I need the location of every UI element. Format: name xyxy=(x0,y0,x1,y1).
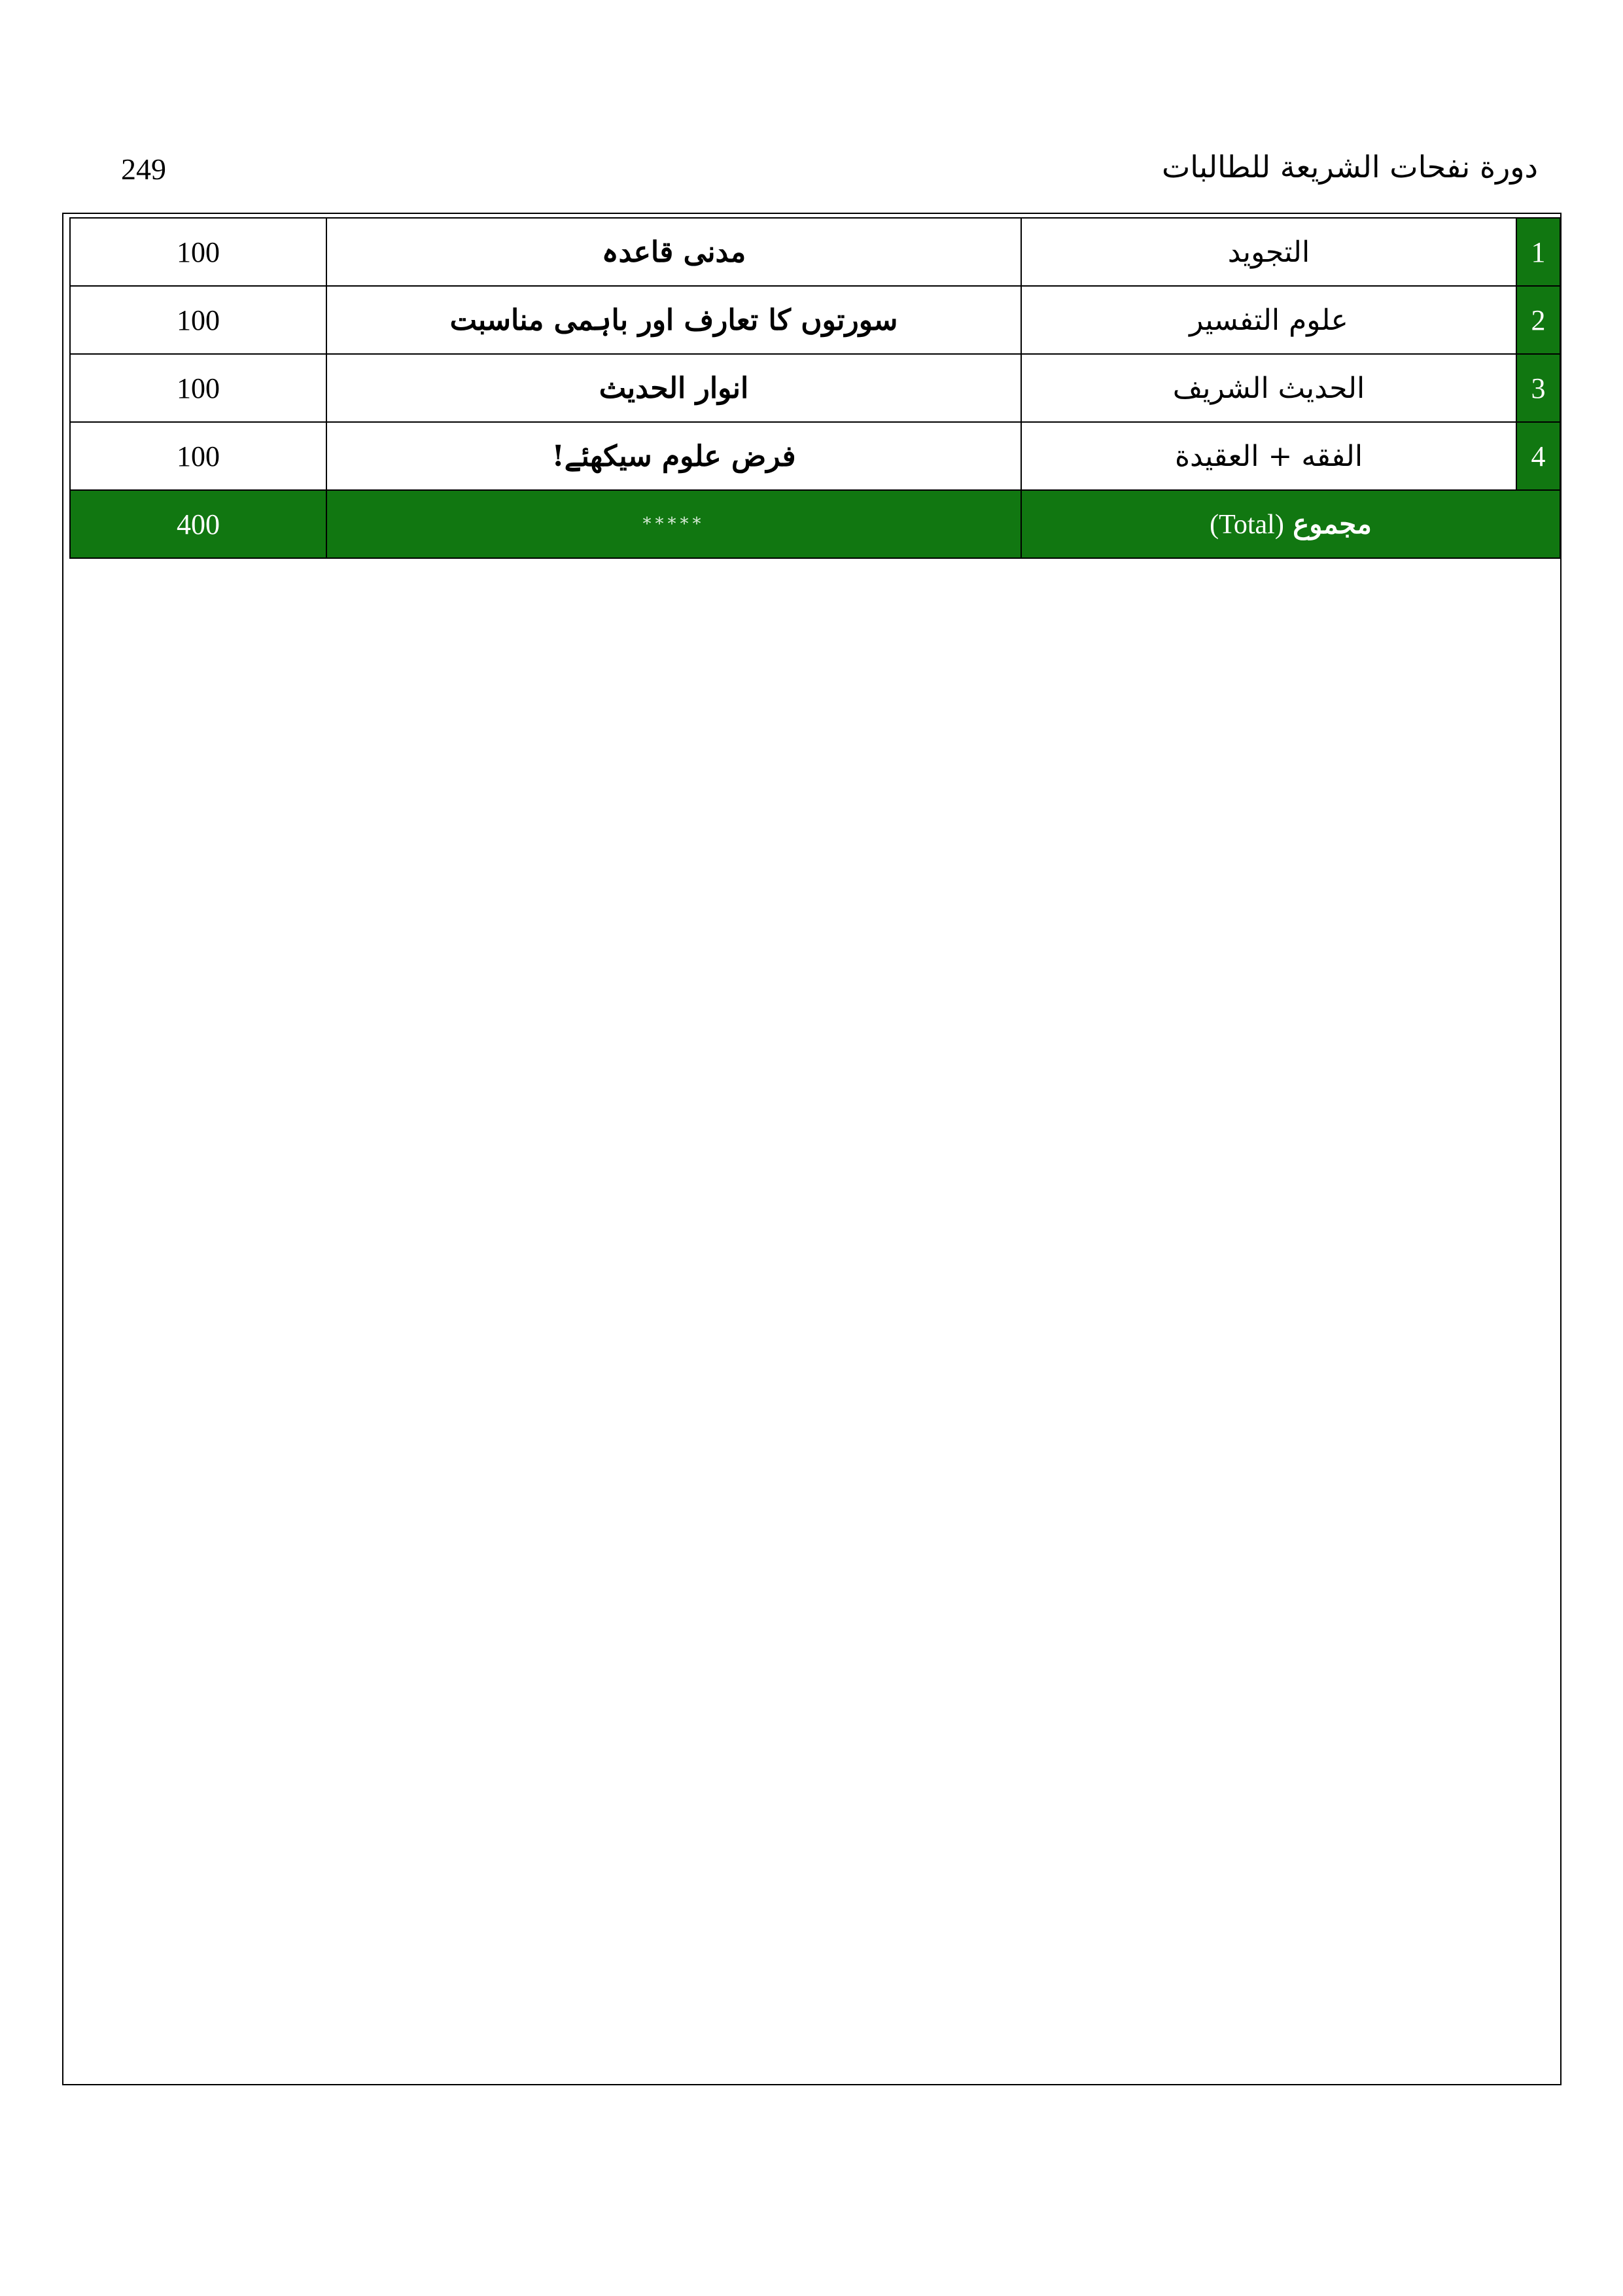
page-number: 249 xyxy=(121,152,166,186)
subject-cell: الفقه + العقيدة xyxy=(1021,422,1516,490)
marks-cell: 100 xyxy=(70,286,326,354)
book-cell: انوار الحدیث xyxy=(326,354,1021,422)
page-title: دورة نفحات الشريعة للطالبات xyxy=(1161,149,1538,185)
total-label-english: (Total) xyxy=(1210,510,1284,540)
subject-cell: علوم التفسير xyxy=(1021,286,1516,354)
total-label-urdu: مجموع xyxy=(1293,508,1372,540)
book-cell: سورتوں کا تعارف اور باہمی مناسبت xyxy=(326,286,1021,354)
table-row xyxy=(70,422,1560,490)
total-marks-cell: 400 xyxy=(70,490,326,558)
table-row xyxy=(70,354,1560,422)
row-number-cell: 1 xyxy=(1516,218,1560,286)
marks-table xyxy=(69,217,1561,559)
row-number-cell: 2 xyxy=(1516,286,1560,354)
marks-cell: 100 xyxy=(70,422,326,490)
marks-cell: 100 xyxy=(70,218,326,286)
total-label-cell xyxy=(1021,490,1560,558)
book-cell: فرض علوم سیکھئے! xyxy=(326,422,1021,490)
subject-cell: التجويد xyxy=(1021,218,1516,286)
marks-cell: 100 xyxy=(70,354,326,422)
row-number-cell: 3 xyxy=(1516,354,1560,422)
subject-cell: الحديث الشريف xyxy=(1021,354,1516,422)
book-cell: مدنی قاعدہ xyxy=(326,218,1021,286)
total-stars-cell: ***** xyxy=(326,490,1021,558)
table-row xyxy=(70,218,1560,286)
table-row xyxy=(70,286,1560,354)
total-row xyxy=(70,490,1560,558)
row-number-cell: 4 xyxy=(1516,422,1560,490)
